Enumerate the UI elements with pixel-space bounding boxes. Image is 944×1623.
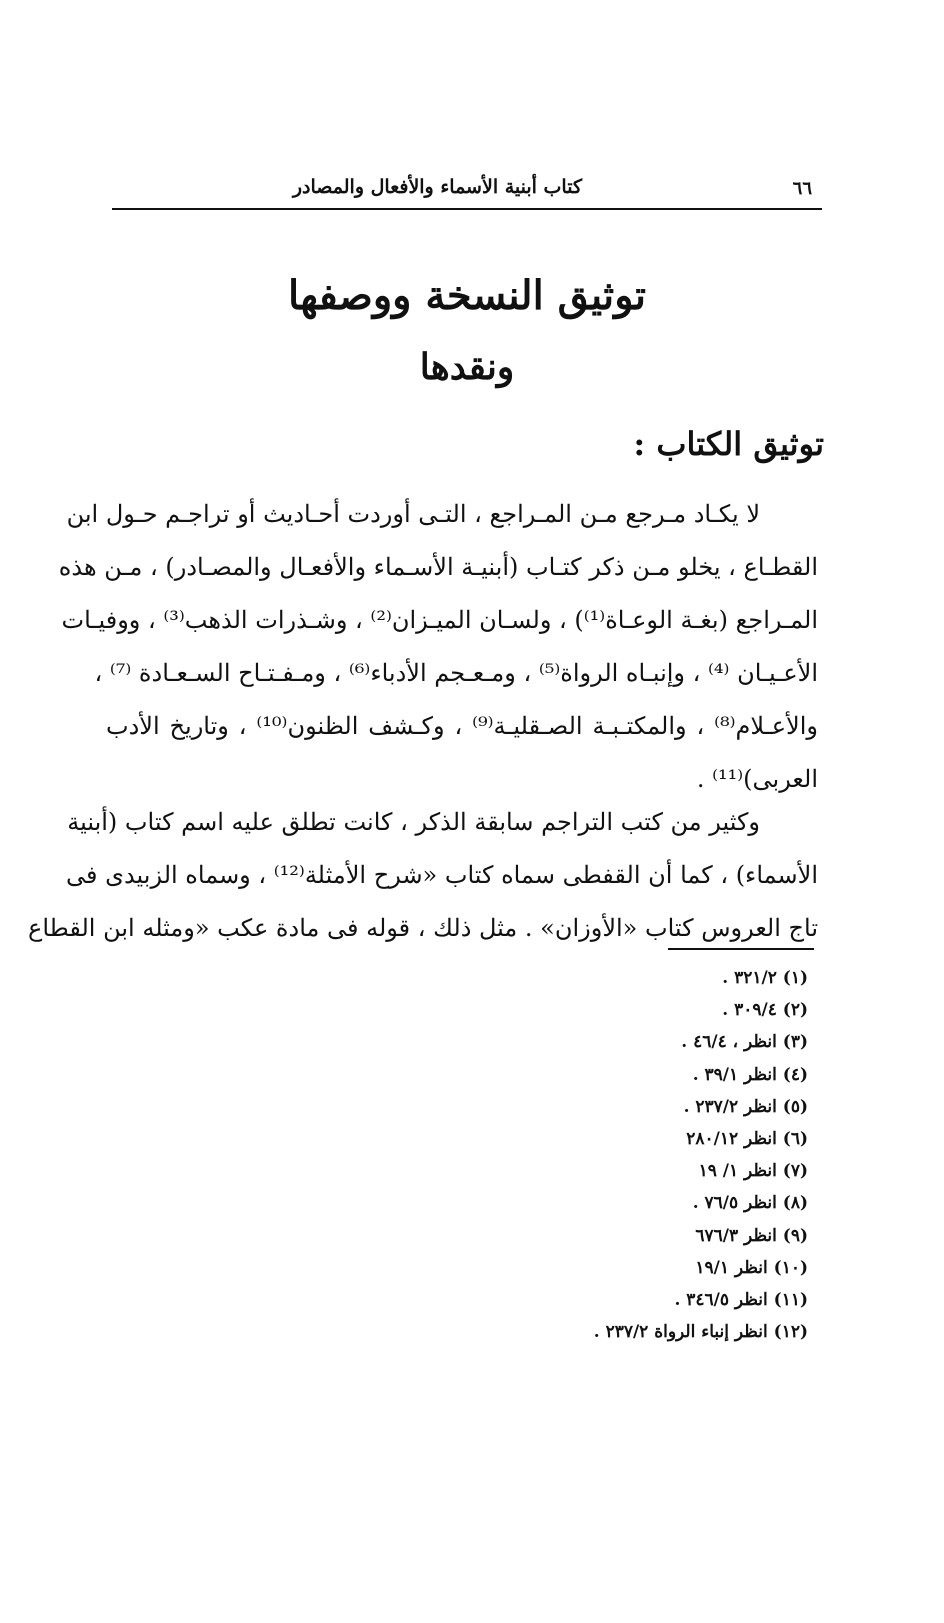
- paragraph-line: الأسماء) ، كما أن القفطى سماه كتاب «شرح الأمثلة⁽¹²⁾ ، وسماه الزبيدى فى: [66, 861, 818, 889]
- footnote: (٢) ٣٠٩/٤ .: [722, 1000, 808, 1021]
- section-heading: توثيق الكتاب :: [633, 425, 824, 463]
- paragraph-line: وكثير من كتب التراجم سابقة الذكر ، كانت تطلق عليه اسم كتاب (أبنية: [67, 808, 760, 836]
- footnote: (٥) انظر ٢٣٧/٢ .: [683, 1096, 808, 1117]
- paragraph-line: تاج العروس كتاب «الأوزان» . مثل ذلك ، قوله فى مادة عكب «ومثله ابن القطاع: [28, 914, 818, 942]
- footnote: (١٠) انظر ١٩/١: [695, 1257, 808, 1278]
- page-number: ٦٦: [792, 178, 812, 199]
- page-header: [112, 172, 822, 212]
- paragraph-line: العربى)⁽¹¹⁾ .: [696, 765, 818, 793]
- footnote-separator: [668, 948, 814, 950]
- footnotes: [408, 962, 808, 1348]
- footnote: (١٢) انظر إنباء الرواة ٢٣٧/٢ .: [593, 1322, 808, 1343]
- footnote: (١) ٣٢١/٢ .: [722, 968, 808, 988]
- footnote: (٤) انظر ٣٩/١ .: [692, 1064, 808, 1085]
- footnote: (٨) انظر ٧٦/٥ .: [692, 1193, 808, 1214]
- footnote: (٧) انظر ١/ ١٩: [698, 1161, 808, 1182]
- running-title: كتاب أبنية الأسماء والأفعال والمصادر: [292, 176, 582, 198]
- footnote: (٩) انظر ٦٧٦/٣: [695, 1225, 808, 1246]
- footnote: (٣) انظر ، ٤٦/٤ .: [681, 1032, 808, 1053]
- paragraph-line: الأعـيـان ⁽⁴⁾ ، وإنبـاه الرواة⁽⁵⁾ ، ومـعـجم الأدباء⁽⁶⁾ ، ومـفـتـاح السـعـادة ⁽⁷⁾ ،: [94, 659, 818, 687]
- chapter-subtitle: ونقدها: [419, 346, 515, 388]
- paragraph-1: [58, 488, 818, 806]
- paragraph-line: لا يكـاد مـرجع مـن المـراجع ، التـى أوردت أحـاديث أو تراجـم حـول ابن: [66, 500, 760, 528]
- footnote: (٦) انظر ٢٨٠/١٢: [686, 1128, 808, 1149]
- footnote: (١١) انظر ٣٤٦/٥ .: [674, 1289, 808, 1310]
- paragraph-line: والأعـلام⁽⁸⁾ ، والمكتـبـة الصـقليـة⁽⁹⁾ ، وكـشف الظنون⁽¹⁰⁾ ، وتاريخ الأدب: [106, 712, 818, 740]
- header-rule: [112, 208, 822, 210]
- chapter-title: توثيق النسخة ووصفها: [288, 272, 646, 319]
- paragraph-2: [28, 796, 818, 955]
- paragraph-line: المـراجع (بغـة الوعـاة⁽¹⁾) ، ولسـان الميـزان⁽²⁾ ، وشـذرات الذهب⁽³⁾ ، ووفيـات: [61, 606, 818, 634]
- paragraph-line: القطـاع ، يخلو مـن ذكر كتـاب (أبنيـة الأسـماء والأفعـال والمصـادر) ، مـن هذه: [58, 553, 818, 581]
